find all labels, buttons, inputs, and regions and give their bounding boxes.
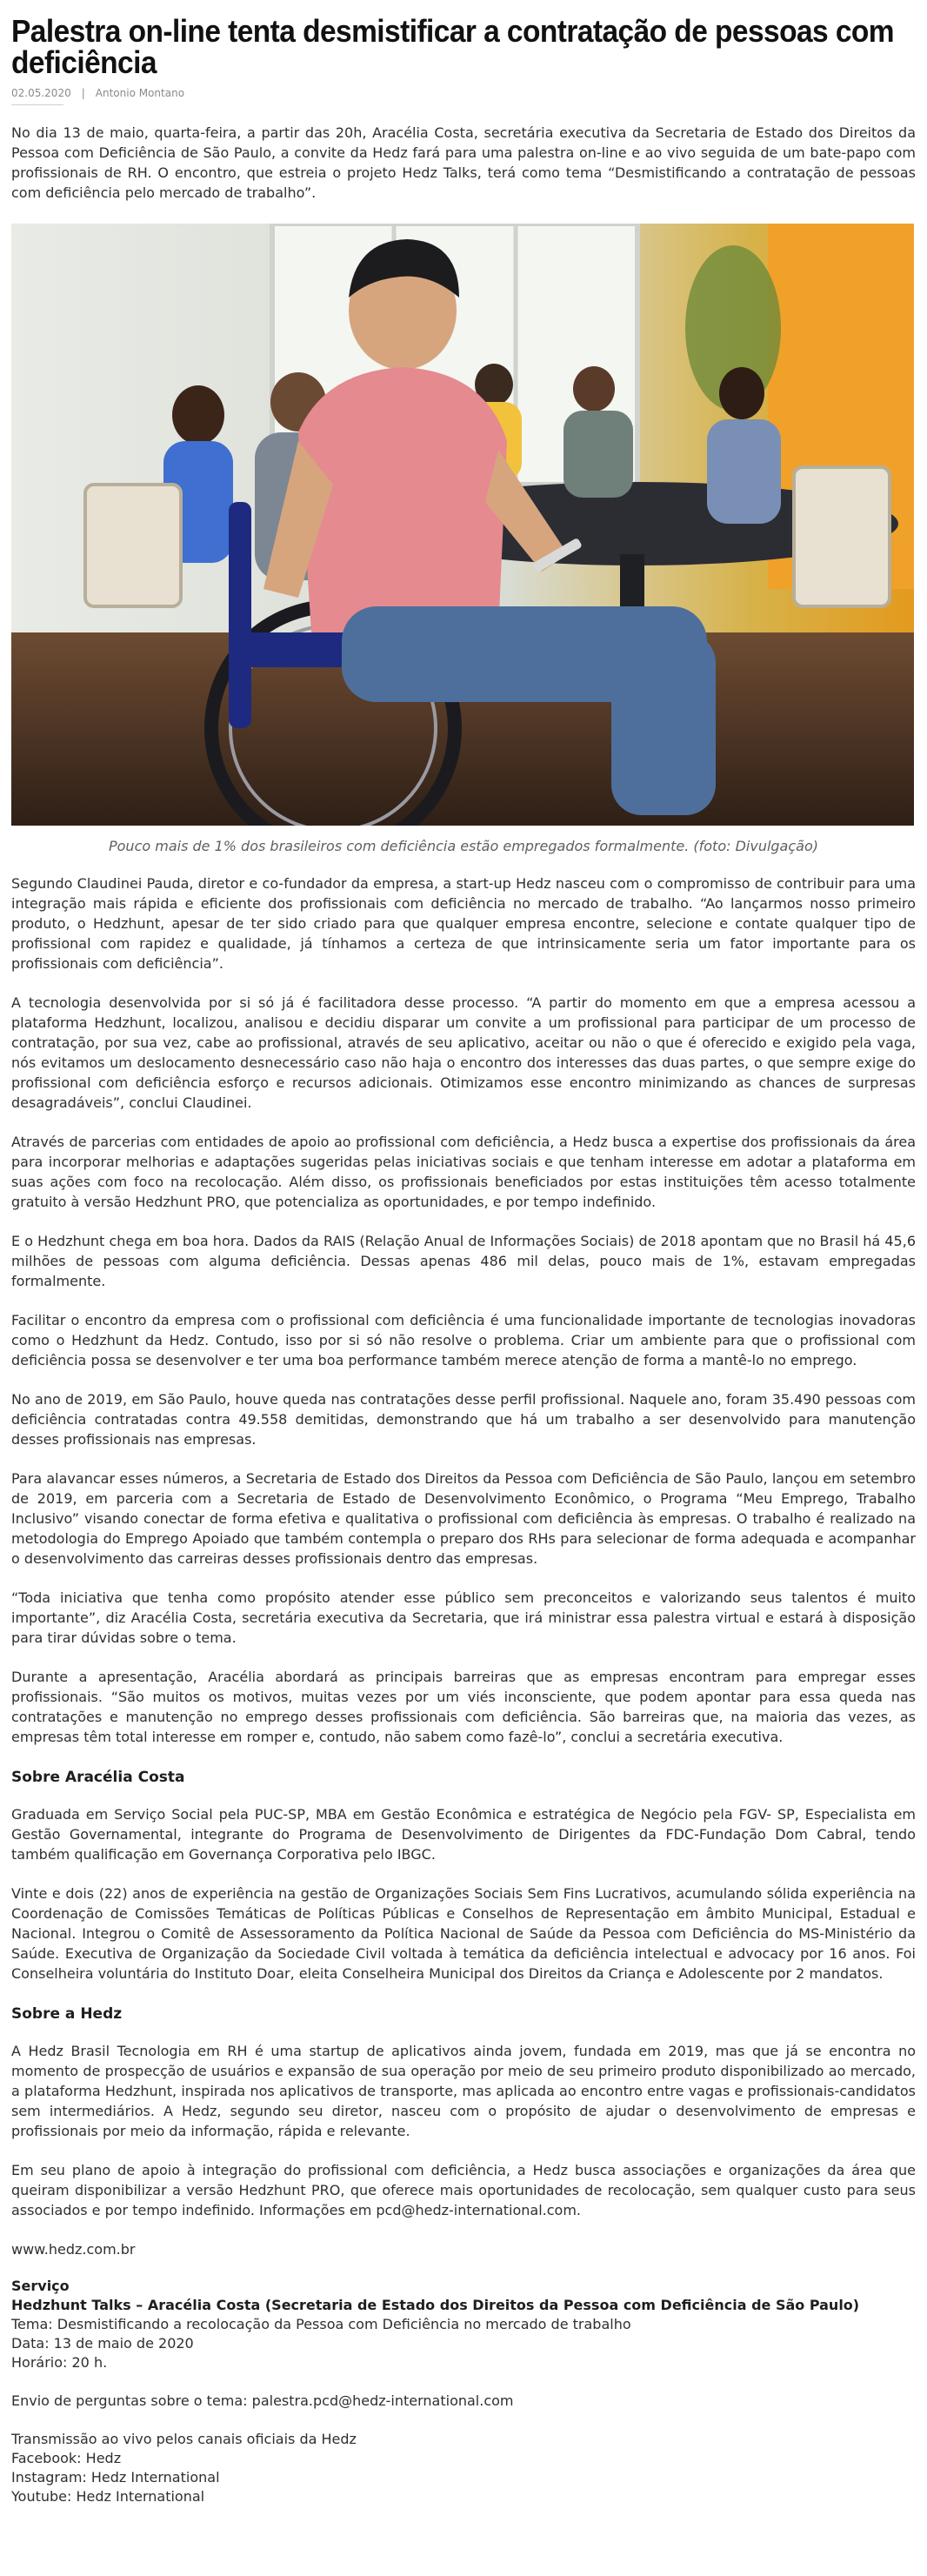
event-theme: Tema: Desmistificando a recolocação da Pessoa com Deficiência no mercado de trabalho [11,2316,631,2332]
body-paragraph: E o Hedzhunt chega em boa hora. Dados da RAIS (Relação Anual de Informações Sociais) de 2018 apontam que no Brasil há 45,6 milhões de pessoas com alguma deficiência. Dessas apenas 486 mil delas, pouco mais de 1%, estavam empregadas formalmente. [11,1233,916,1289]
publish-date: 02.05.2020 [11,87,71,99]
youtube-channel: Youtube: Hedz International [11,2488,205,2505]
event-date: Data: 13 de maio de 2020 [11,2335,194,2352]
article-title: Palestra on-line tenta desmistificar a contratação de pessoas com deficiência [11,13,895,80]
body-paragraph: Segundo Claudinei Pauda, diretor e co-fundador da empresa, a start-up Hedz nasceu com o compromisso de contribuir para uma integração mais rápida e eficiente dos profissionais com deficiência no mercado de trabalho. “Ao lançarmos nosso primeiro produto, o Hedzhunt, apesar de ter sido criado para que qualquer empresa encontre, selecione e contate qualquer tipo de profissional com rapidez e qualidade, já tínhamos a certeza de que intrinsicamente seria um fator importante para os profissionais com deficiência”. [11,875,916,972]
section-heading-aracelia: Sobre Aracélia Costa [11,1769,185,1786]
article-meta [11,87,916,99]
facebook-channel: Facebook: Hedz [11,2450,122,2466]
instagram-channel: Instagram: Hedz International [11,2469,220,2486]
article-image [11,224,914,826]
body-paragraph: Através de parcerias com entidades de apoio ao profissional com deficiência, a Hedz busca a expertise dos profissionais da área para incorporar melhorias e adaptações sugeridas pelas iniciativas sociais e que tenham interesse em adotar a plataforma em suas ações com foco na recolocação. Além disso, os profissionais beneficiados por estas instituições têm acesso totalmente gratuito à versão Hedzhunt PRO, que potencializa as oportunidades, e por tempo indefinido. [11,1134,916,1210]
article-body [11,873,916,1747]
event-title: Hedzhunt Talks – Aracélia Costa (Secretaria de Estado dos Direitos da Pessoa com Deficiência de São Paulo) [11,2297,860,2313]
section-hedz [11,2004,916,2259]
body-paragraph: “Toda iniciativa que tenha como propósito atender esse público sem preconceitos e valorizando seus talentos é muito importante”, diz Aracélia Costa, secretária executiva da Secretaria, que irá ministrar essa palestra virtual e estará à disposição para tirar dúvidas sobre o tema. [11,1589,916,1646]
body-paragraph: Facilitar o encontro da empresa com o profissional com deficiência é uma funcionalidade importante de tecnologias inovadoras como o Hedzhunt da Hedz. Contudo, isso por si só não resolve o problema. Criar um ambiente para que o profissional com deficiência possa se desenvolver e ter uma boa performance também merece atenção de forma a mantê-lo no emprego. [11,1312,916,1368]
body-paragraph: A tecnologia desenvolvida por si só já é facilitadora desse processo. “A partir do momento em que a empresa acessou a plataforma Hedzhunt, localizou, analisou e decidiu disparar um convite a um profissional para participar de um processo de contratação, por sua vez, cabe ao profissional, através de seu aplicativo, aceitar ou não o que é oferecido e exigido pela vaga, nós evitamos um deslocamento desnecessário caso não haja o encontro dos interesses das duas partes, o que sempre exige do profissional com deficiência esforço e recursos adicionais. Otimizamos esse encontro minimizando as chances de surpresas desagradáveis”, conclui Claudinei. [11,994,916,1111]
article [11,0,916,2506]
meta-separator: | [81,87,85,99]
section-aracelia [11,1768,916,1984]
broadcast-info: Transmissão ao vivo pelos canais oficiais da Hedz [11,2431,357,2447]
bio-paragraph: Graduada em Serviço Social pela PUC-SP, MBA em Gestão Econômica e estratégica de Negócio pela FGV- SP, Especialista em Gestão Governamental, integrante do Programa de Desenvolvimento de Dirigentes da FDC-Fundação Dom Cabral, tendo também qualificação em Governança Corporativa pelo IBGC. [11,1806,916,1863]
body-paragraph: No ano de 2019, em São Paulo, houve queda nas contratações desse perfil profissional. Naquele ano, foram 35.490 pessoas com deficiência contratadas contra 49.558 demitidas, demonstrando que há um trabalho a ser desenvolvido para manutenção desses profissionais nas empresas. [11,1391,916,1448]
body-paragraph: Durante a apresentação, Aracélia abordará as principais barreiras que as empresas encontram para empregar esses profissionais. “São muitos os motivos, muitas vezes por um viés inconsciente, que podem apontar para essa queda nas contratações e manutenção no emprego desses profissionais com deficiência. São barreiras que, na maioria das vezes, as empresas têm total interesse em romper e, contudo, não sabem como fazê-lo”, conclui a secretária executiva. [11,1669,916,1745]
section-heading-hedz: Sobre a Hedz [11,2005,123,2023]
bio-paragraph: Vinte e dois (22) anos de experiência na gestão de Organizações Sociais Sem Fins Lucrativos, acumulando sólida experiência na Coordenação de Comissões Temáticas de Políticas Públicas e Conselhos de Representação em âmbito Municipal, Estadual e Nacional. Integrou o Comitê de Assessoramento da Política Nacional de Saúde da Pessoa com Deficiência do MS-Ministério da Saúde. Executiva de Organização da Sociedade Civil voltada à temática da deficiência intelectual e advocacy por 16 anos. Foi Conselheira voluntária do Instituto Doar, eleita Conselheira Municipal dos Direitos da Criança e Adolescente por 2 mandatos. [11,1885,916,1982]
author-name[interactable]: Antonio Montano [95,87,185,99]
meta-divider [11,104,63,105]
office-photo-illustration [11,224,914,826]
hedz-website-link[interactable]: www.hedz.com.br [11,2241,136,2258]
hedz-paragraph: Em seu plano de apoio à integração do profissional com deficiência, a Hedz busca associações e organizações da área que queiram disponibilizar a versão Hedzhunt PRO, que oferece mais oportunidades de recolocação, sem qualquer custo para seus associados e por tempo indefinido. Informações em pcd@hedz-international.com. [11,2162,916,2218]
service-section [11,2277,916,2506]
intro-paragraph: No dia 13 de maio, quarta-feira, a partir das 20h, Aracélia Costa, secretária executiva da Secretaria de Estado dos Direitos da Pessoa com Deficiência de São Paulo, a convite da Hedz fará para uma palestra on-line e ao vivo seguida de um bate-papo com profissionais de RH. O encontro, que estreia o projeto Hedz Talks, terá como tema “Desmistificando a contratação de pessoas com deficiência pelo mercado de trabalho”. [11,124,916,201]
image-caption: Pouco mais de 1% dos brasileiros com deficiência estão empregados formalmente. (foto: Divulgação) [108,838,818,854]
hedz-paragraph: A Hedz Brasil Tecnologia em RH é uma startup de aplicativos ainda jovem, fundada em 2019, mas que já se encontra no momento de prospecção de usuários e expansão de sua operação por meio de seu primeiro produto disponibilizado ao mercado, a plataforma Hedzhunt, inspirada nos aplicativos de transporte, mas aplicada ao encontro entre vagas e profissionais-candidatos sem intermediários. A Hedz, segundo seu diretor, nasceu com o propósito de ajudar o desenvolvimento de empresas e profissionais por meio da informação, rápida e relevante. [11,2043,916,2139]
service-heading: Serviço [11,2278,70,2294]
questions-contact: Envio de perguntas sobre o tema: palestra.pcd@hedz-international.com [11,2392,514,2409]
body-paragraph: Para alavancar esses números, a Secretaria de Estado dos Direitos da Pessoa com Deficiência de São Paulo, lançou em setembro de 2019, em parceria com a Secretaria de Estado de Desenvolvimento Econômico, o Programa “Meu Emprego, Trabalho Inclusivo” visando conectar de forma efetiva e qualitativa o profissional com deficiência às empresas. O trabalho é realizado na metodologia do Emprego Apoiado que também contempla o preparo dos RHs para selecionar de forma adequada e acompanhar o desenvolvimento das carreiras desses profissionais dentro das empresas. [11,1470,916,1567]
event-time: Horário: 20 h. [11,2354,108,2371]
